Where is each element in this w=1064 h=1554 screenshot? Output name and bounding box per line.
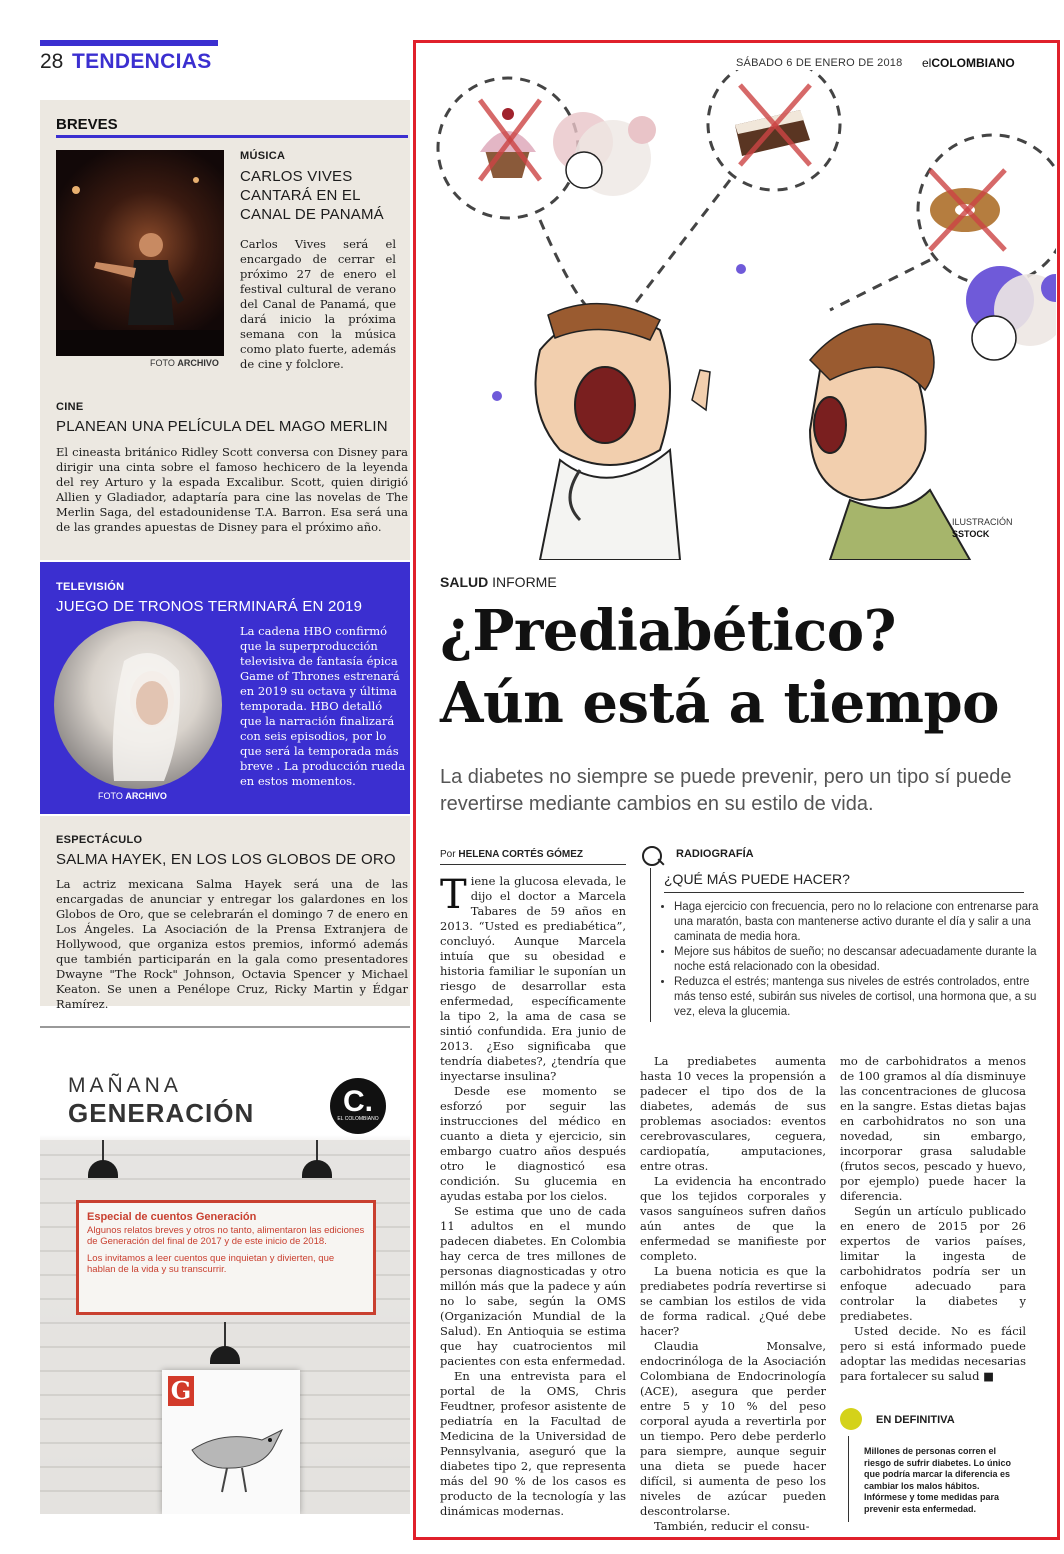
en-definitiva-rule <box>848 1436 849 1522</box>
radiografia-vline <box>650 868 651 1022</box>
magazine-logo: G <box>168 1376 194 1406</box>
col1-para: iene la glucosa elevada, le dijo el doctor a Marcela Tabares de 59 años en 2013. “Usted es prediabética”, concluyó. Aunque Marcela intuía que su obesidad e historia familiar le suponían un riesgo de desarrollar esta enfermedad, específicamente la tipo 2, la ama de casa se sintió confundida. Era junio de 2013. ¿Eso significaba que tendría diabetes?, ¿tendría que inyectarse insulina? <box>440 874 626 1083</box>
tv-photo-credit: FOTO ARCHIVO <box>98 791 167 801</box>
musica-body: Carlos Vives será el encargado de cerrar el próximo 27 de enero el festival cultural de verano del Canal de Panamá, que dará inicio la próxima semana con la música como plato fuerte, además de cine y folclore. <box>240 237 396 371</box>
ad-sign <box>76 1200 376 1315</box>
radiografia-rule <box>664 892 1024 893</box>
col2-para: Claudia Monsalve, endocrinóloga de la Asociación Colombiana de Endocrinología (ACE), asegura que perder entre 5 y 10 % del peso corporal ayuda a revertirla por un tiempo. Pero debe perderlo para siempre, aunque seguir una dieta se puede hacer difícil, si aumenta de peso los niveles de azúcar pueden descontrolarse. <box>640 1339 826 1518</box>
ad-sign-text1: Algunos relatos breves y otros no tanto, alimentaron las ediciones de Generación del final de 2017 y de este inicio de 2018. <box>87 1225 365 1247</box>
espectaculo-kicker: ESPECTÁCULO <box>56 834 143 846</box>
en-definitiva-title: EN DEFINITIVA <box>876 1414 955 1426</box>
en-definitiva-text: Millones de personas corren el riesgo de sufrir diabetes. Lo único que podría marcar la diferencia es cambiar los malos hábitos. Infórmese y tome medidas para prevenir esta enfermedad. <box>864 1446 1012 1514</box>
dropcap: T <box>440 872 467 918</box>
target-icon <box>840 1408 862 1430</box>
musica-headline: CARLOS VIVES CANTARÁ EN EL CANAL DE PANAMÁ <box>240 168 384 223</box>
radiografia-box <box>640 844 1048 1024</box>
col1-para: Se estima que uno de cada 11 adultos en el mundo padecen diabetes. En Colombia hay cerca de tres millones de personas diagnosticadas y otro millón más que la padece y aún no lo sabe, según la OMS (Organización Mundial de la Salud). En Antioquia se estima que hay cuatrocientos mil pacientes con esta enfermedad. <box>440 1204 626 1368</box>
byline-rule <box>440 864 626 865</box>
col2-para: La prediabetes aumenta hasta 10 veces la propensión a padecer el tipo dos de la diabetes, además de sus problemas asociados: eventos cerebrovasculares, ceguera, cardiopatía, amputaciones, entre otras. <box>640 1054 826 1173</box>
radiografia-list <box>660 900 1040 1020</box>
date-line: SÁBADO 6 DE ENERO DE 2018 <box>736 57 903 69</box>
col1-para: Desde ese momento se esforzó por seguir las instrucciones del médico en cuanto a dieta y ejercicio, sin embargo cuatro años después otro le diagnosticó esa condición. Su glucemia en ayudas estaba por los cielos. <box>440 1084 626 1203</box>
article-headline-line1: ¿Prediabético? <box>440 598 896 664</box>
cine-body: El cineasta británico Ridley Scott conversa con Disney para dirigir una cinta sobre el famoso hechicero de la leyenda del rey Arturo y la espada Excalibur. Scott, quien dirigió Allien y Gladiador, adaptaría para cine las novelas de The Merlin Saga, del estadounidense T.A. Barron. Esa será una de las grandes apuestas de Disney para el próximo año. <box>56 445 408 534</box>
col3-para: mo de carbohidratos a menos de 100 gramos al día disminuye las concentraciones de glucosa en la sangre. Estas dietas bajas en carbohidratos no son una novedad, sin embargo, incorporar grasa saludable (frutos secos, pescado y huevo, por ejemplo) puede hacer la diferencia. <box>840 1054 1026 1203</box>
section-top-rule <box>40 40 218 46</box>
cine-kicker: CINE <box>56 401 84 413</box>
col2-para: La buena noticia es que la prediabetes podría revertirse si se cambian los estilos de vida de forma radical. ¿Qué debe hacer? <box>640 1264 826 1338</box>
lamp-right-icon <box>316 1140 318 1162</box>
col2-para: La evidencia ha encontrado que los tejidos corporales y vasos sanguíneos sufren daños aún antes de que la enfermedad se manifieste por completo. <box>640 1174 826 1263</box>
col2-para: También, reducir el consu- <box>654 1519 810 1533</box>
left-divider <box>40 1026 410 1028</box>
byline: Por HELENA CORTÉS GÓMEZ <box>440 849 583 860</box>
magazine-cover <box>162 1370 300 1514</box>
magnifier-icon <box>642 846 662 866</box>
carlos-vives-photo <box>56 150 224 356</box>
tv-headline: JUEGO DE TRONOS TERMINARÁ EN 2019 <box>56 598 363 615</box>
musica-kicker: MÚSICA <box>240 150 286 162</box>
article-col3 <box>840 1054 1026 1384</box>
ad-sign-text2: Los invitamos a leer cuentos que inquietan y divierten, que hablan de la vida y su transcurrir. <box>87 1253 335 1275</box>
lamp-left-icon <box>102 1140 104 1162</box>
brand-name: elCOLOMBIANO <box>922 56 1015 70</box>
tv-body: La cadena HBO confirmó que la superproducción televisiva de fantasía épica Game of Thrones estrenará en 2019 su octava y última temporada. HBO detalló que la narración finalizará con seis episodios, por lo que será la temporada más breve . La producción rueda en estos momentos. <box>240 624 406 788</box>
doctor-patient-illustration <box>430 70 1056 560</box>
page-number: 28 <box>40 50 64 73</box>
actress-portrait-icon <box>54 621 222 789</box>
col3-para: Usted decide. No es fácil pero si está informado puede adoptar las medidas necesarias para fortalecer su salud ■ <box>840 1324 1026 1383</box>
ad-line2: GENERACIÓN <box>68 1098 255 1128</box>
en-definitiva-box <box>840 1406 1026 1522</box>
generacion-ad[interactable] <box>40 1040 410 1514</box>
ad-sign-title: Especial de cuentos Generación <box>87 1211 257 1223</box>
cine-headline: PLANEAN UNA PELÍCULA DEL MAGO MERLIN <box>56 418 388 435</box>
musica-photo-credit: FOTO ARCHIVO <box>150 358 219 368</box>
breves-title: BREVES <box>56 116 118 133</box>
radiografia-item: • Mejore sus hábitos de sueño; no descansar adecuadamente durante la noche está relacionado con la obesidad. <box>674 945 1040 975</box>
singer-silhouette-icon <box>56 150 224 356</box>
radiografia-title: RADIOGRAFÍA <box>676 848 754 860</box>
article-section: SALUD INFORME <box>440 574 557 590</box>
illustration-credit: SSTOCK <box>952 529 990 539</box>
bird-illustration-icon <box>182 1410 292 1500</box>
article-col2 <box>640 1054 826 1534</box>
col3-para: Según un artículo publicado en enero de 2015 por 26 expertos de varios países, limitar la ingesta de carbohidratos podría ser un enfoque adecuado para controlar la diabetes y prediabetes. <box>840 1204 1026 1323</box>
espectaculo-body: La actriz mexicana Salma Hayek será una de las encargadas de anunciar y entregar los galardones en los Globos de Oro, que se celebrarán el domingo 7 de enero en Los Ángeles. La Asociación de la Prensa Extranjera de Hollywood, que organiza estos premios, informó además que también participarán en la gala como presentadores Dwayne "The Rock" Johnson, Octavia Spencer y Michael Keaton. Se unen a Penélope Cruz, Ricky Martin y Édgar Ramírez. <box>56 877 408 1011</box>
illustration-credit-label: ILUSTRACIÓN <box>952 517 1013 527</box>
article-dek: La diabetes no siempre se puede prevenir, pero un tipo sí puede revertirse mediante cambios en su estilo de vida. <box>440 766 1012 815</box>
article-headline-line2: Aún está a tiempo <box>440 670 999 736</box>
radiografia-subtitle: ¿QUÉ MÁS PUEDE HACER? <box>664 871 850 887</box>
illustration-area <box>430 70 1056 560</box>
article-col1 <box>440 874 626 1519</box>
tv-kicker: TELEVISIÓN <box>56 581 125 593</box>
breves-rule <box>56 135 408 138</box>
espectaculo-headline: SALMA HAYEK, EN LOS LOS GLOBOS DE ORO <box>56 851 396 868</box>
ad-line1: MAÑANA <box>68 1074 182 1097</box>
colombiano-logo: C. EL COLOMBIANO <box>330 1078 386 1134</box>
section-title: TENDENCIAS <box>72 50 212 73</box>
game-of-thrones-photo <box>54 621 222 789</box>
radiografia-item: • Haga ejercicio con frecuencia, pero no lo relacione con entrenarse para una maratón, basta con mantenerse activo durante el día y salir a una caminata de media hora. <box>674 900 1040 945</box>
col1-para: En una entrevista para el portal de la OMS, Chris Feudtner, profesor asistente de pediatría en la Facultad de Medicina de la Universidad de Pennsylvania, aseguró que la diabetes tipo 2, que representa más del 90 % de los casos es producto de la tecnología y las dinámicas modernas. <box>440 1369 626 1518</box>
radiografia-item: • Reduzca el estrés; mantenga sus niveles de estrés controlados, entre más tenso esté, subirán sus niveles de cortisol, una hormona que, a su vez, eleva la glucemia. <box>674 975 1040 1020</box>
